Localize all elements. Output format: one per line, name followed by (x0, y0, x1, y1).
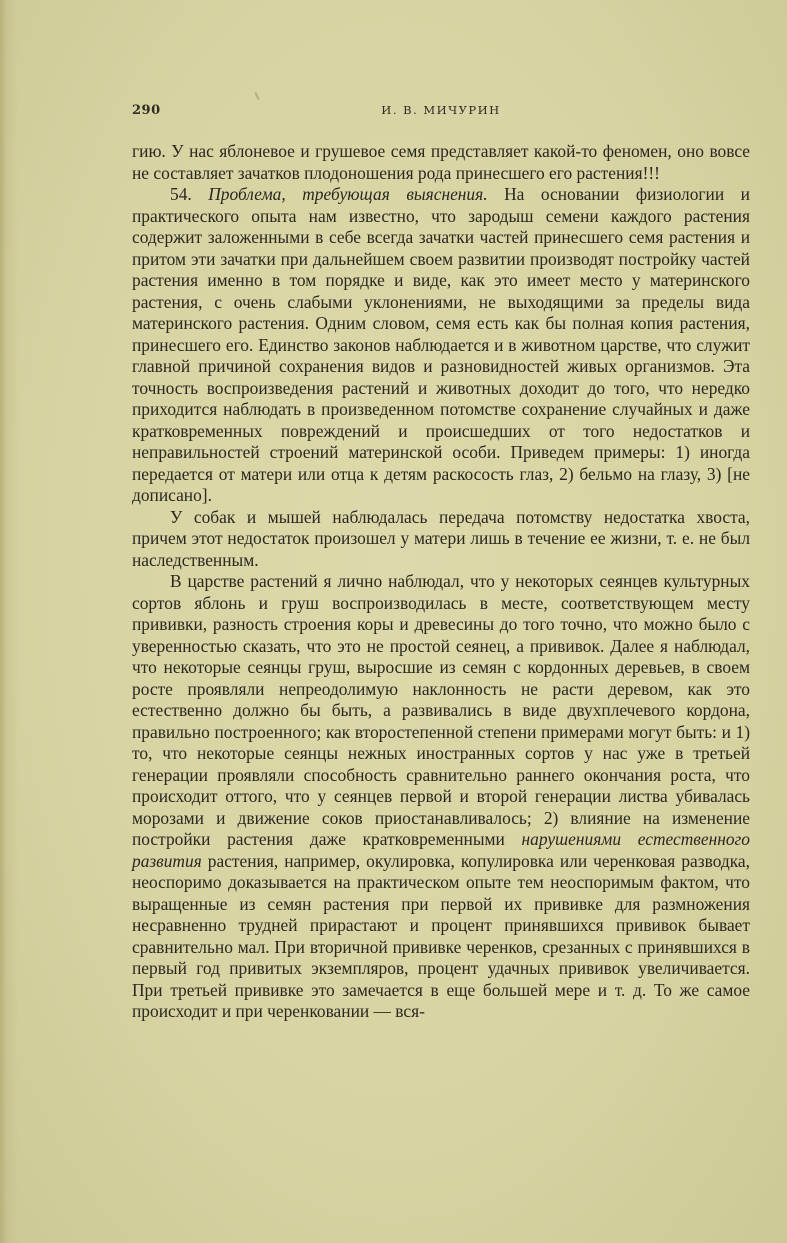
paragraph-plants-text-a: В царстве растений я лично наблюдал, что у некоторых сеянцев культурных сортов яблонь и груш воспроизводилась в месте, соответствующем месту прививки, разность строения коры и древесины до того точно, что можно было с уверенностью сказать, что это не простой сеянец, а прививок. Далее я наблюдал, что некоторые сеянцы груш, выросшие из семян с кордонных деревьев, в своем росте проявляли непреодолимую наклонность не расти деревом, как это естественно должно бы быть, а развивались в виде двухплечевого кордона, правильно построенного; как второстепенной степени примерами могут быть: и 1) то, что некоторые сеянцы нежных иностранных сортов у нас уже в третьей генерации проявляли способность сравнительно раннего окончания роста, что происходит оттого, что у сеянцев первой и второй генерации листва убивалась морозами и движение соков приостанавливалось; 2) влияние на изменение постройки растения даже кратковременными (132, 571, 750, 849)
paragraph-animals: У собак и мышей наблюдалась передача потомству недостатка хвоста, причем этот недостаток произошел у матери лишь в течение ее жизни, т. е. не был наследственным. (132, 506, 750, 570)
page-binding-shadow (0, 0, 6, 1243)
body-text (132, 141, 750, 1023)
page-number: 290 (132, 103, 161, 118)
section-title: Проблема, требующая выяснения. (208, 184, 488, 204)
paragraph-section-54 (132, 184, 750, 507)
paper-speck (254, 92, 259, 100)
paragraph-plants (132, 571, 750, 1023)
running-head (132, 103, 750, 121)
paragraph-continuation: гию. У нас яблоневое и грушевое семя представляет какой-то феномен, оно вовсе не составляет зачатков плодоношения рода принесшего его растения!!! (132, 141, 750, 183)
emphasized-phrase: нарушениями естественного развития (132, 829, 750, 871)
paragraph-plants-text-b: растения, например, окулировка, копулировка или черенковая разводка, неоспоримо доказывается на практическом опыте тем неоспоримым фактом, что выращенные из семян растения при первой их прививке для размножения несравненно трудней прирастают и процент принявшихся прививок бывает сравнительно мал. При вторичной прививке черенков, срезанных с принявшихся в первый год привитых экземпляров, процент удачных прививок увеличивается. При третьей прививке это замечается в еще большей мере и т. д. То же самое происходит и при черенковании — вся- (132, 850, 750, 1021)
running-title: И. В. МИЧУРИН (381, 103, 501, 117)
section-text: На основании физиологии и практического опыта нам известно, что зародыш семени каждого растения содержит заложенными в себе всегда зачатки частей принесшего семя растения и притом эти зачатки при дальнейшем своем развитии производят постройку частей растения именно в том порядке и виде, как это имеет место у материнского растения, с очень слабыми уклонениями, не выходящими за пределы вида материнского растения. Одним словом, семя есть как бы полная копия растения, принесшего его. Единство законов наблюдается и в животном царстве, что служит главной причиной сохранения видов и разновидностей живых организмов. Эта точность воспроизведения растений и животных доходит до того, что нередко приходится наблюдать в произведенном потомстве сохранение случайных и даже кратковременных повреждений и происшедших от того недостатков и неправильностей строений материнской особи. Приведем примеры: 1) иногда передается от матери или отца к детям раскосость глаз, 2) бельмо на глазу, 3) [не дописано]. (132, 184, 750, 505)
section-number: 54. (170, 184, 209, 204)
